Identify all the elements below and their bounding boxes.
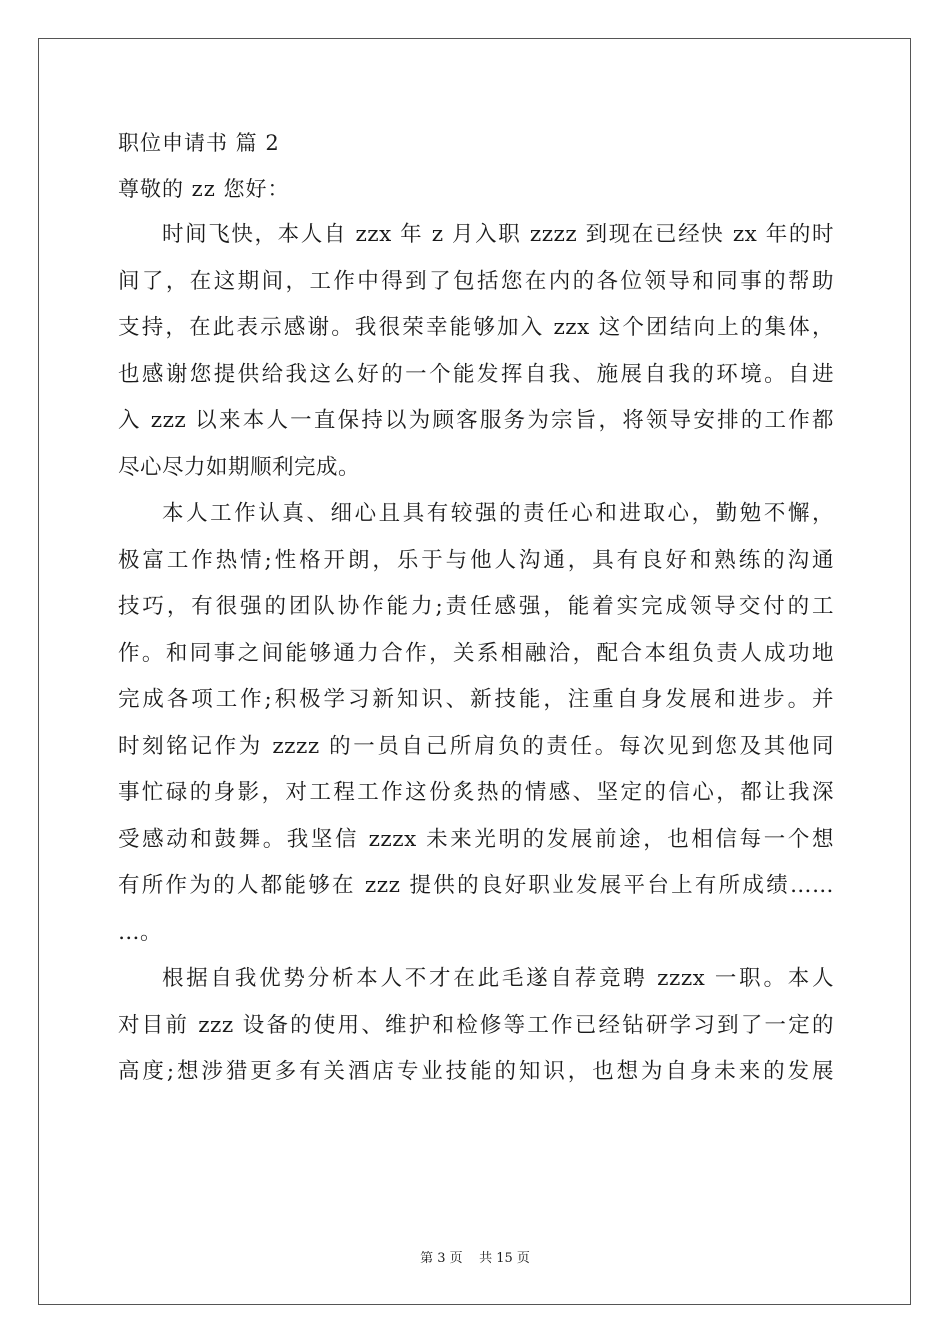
paragraph-line: 技巧，有很强的团队协作能力;责任感强，能着实完成领导交付的工 xyxy=(118,594,834,619)
paragraph-line: 受感动和鼓舞。我坚信 zzzx 未来光明的发展前途，也相信每一个想 xyxy=(118,826,834,852)
document-body xyxy=(118,120,834,1096)
paragraph-line: 完成各项工作;积极学习新知识、新技能，注重自身发展和进步。并 xyxy=(118,687,834,712)
paragraph-line: 本人工作认真、细心且具有较强的责任心和进取心，勤勉不懈， xyxy=(162,501,834,526)
paragraph-line: 也感谢您提供给我这么好的一个能发挥自我、施展自我的环境。自进 xyxy=(118,361,834,387)
paragraph-line: 高度;想涉猎更多有关酒店专业技能的知识，也想为自身未来的发展 xyxy=(118,1059,834,1084)
paragraph-line: 事忙碌的身影，对工程工作这份炙热的情感、坚定的信心，都让我深 xyxy=(118,780,834,805)
paragraph-2 xyxy=(118,491,834,956)
paragraph-line: 时刻铭记作为 zzzz 的一员自己所肩负的责任。每次见到您及其他同 xyxy=(118,733,834,759)
paragraph-line: …。 xyxy=(118,919,163,945)
paragraph-line: 对目前 zzz 设备的使用、维护和检修等工作已经钻研学习到了一定的 xyxy=(118,1012,834,1038)
paragraph-line: 有所作为的人都能够在 zzz 提供的良好职业发展平台上有所成绩…… xyxy=(118,873,834,898)
paragraph-line: 支持，在此表示感谢。我很荣幸能够加入 zzx 这个团结向上的集体， xyxy=(118,315,834,340)
paragraph-line: 入 zzz 以来本人一直保持以为顾客服务为宗旨，将领导安排的工作都 xyxy=(118,408,834,433)
paragraph-line: 根据自我优势分析本人不才在此毛遂自荐竞聘 zzzx 一职。本人 xyxy=(162,966,834,991)
paragraph-line: 间了，在这期间，工作中得到了包括您在内的各位领导和同事的帮助 xyxy=(118,268,834,294)
salutation: 尊敬的 zz 您好： xyxy=(118,177,290,201)
paragraph-1 xyxy=(118,212,834,491)
paragraph-line: 尽心尽力如期顺利完成。 xyxy=(118,454,361,480)
document-title: 职位申请书 篇 2 xyxy=(118,131,280,155)
paragraph-line: 时间飞快，本人自 zzx 年 z 月入职 zzzz 到现在已经快 zx 年的时 xyxy=(162,222,834,247)
paragraph-3 xyxy=(118,956,834,1096)
paragraph-line: 作。和同事之间能够通力合作，关系相融洽，配合本组负责人成功地 xyxy=(118,640,834,666)
page-footer: 第 3 页 共 15 页 xyxy=(420,1251,530,1266)
paragraph-line: 极富工作热情;性格开朗，乐于与他人沟通，具有良好和熟练的沟通 xyxy=(118,547,834,573)
